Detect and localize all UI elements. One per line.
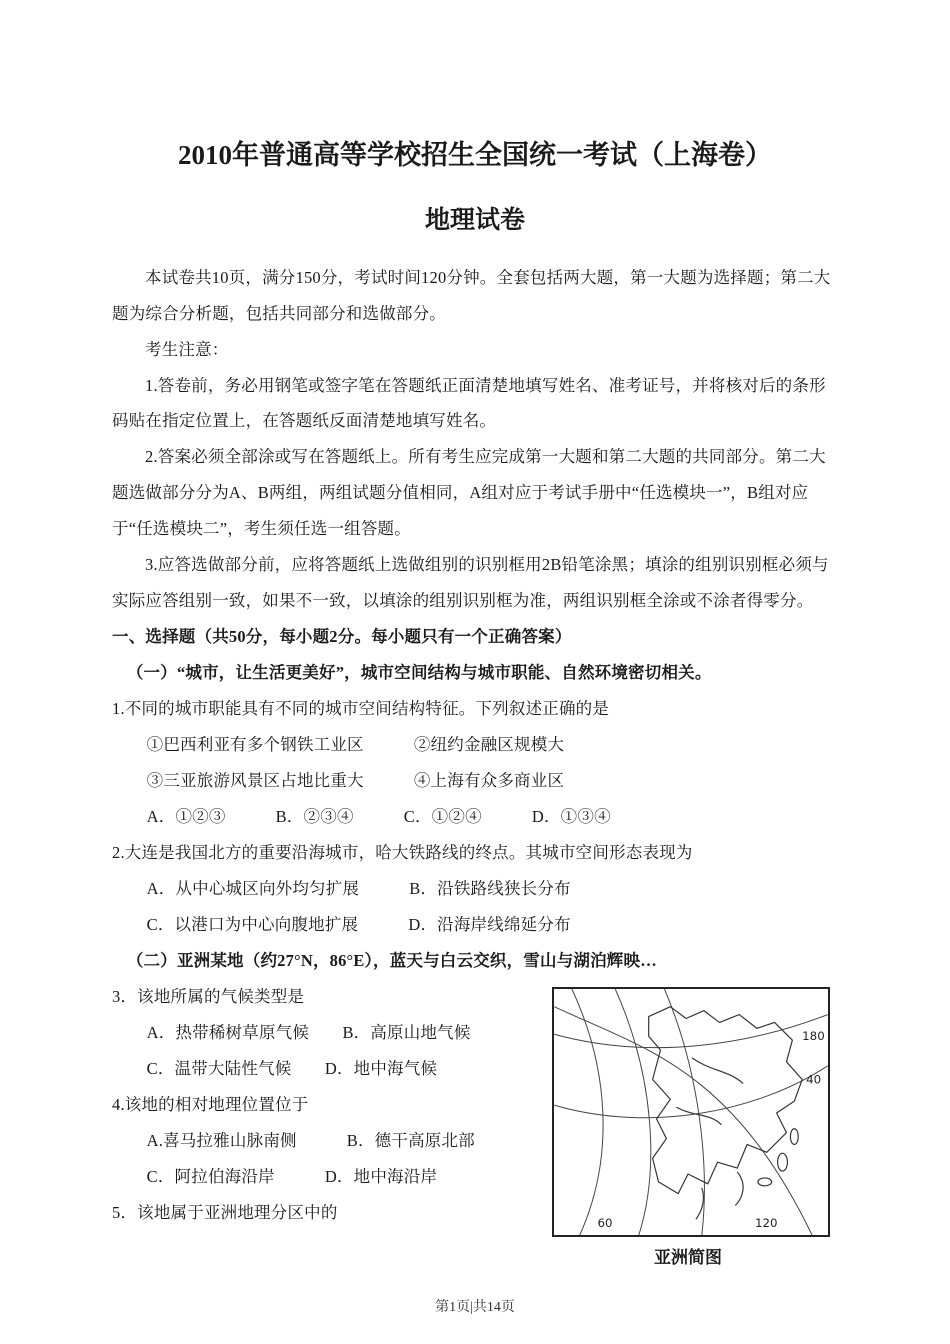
- question-1-answers: A．①②③ B．②③④ C．①②④ D．①③④: [146, 807, 611, 827]
- question-2-options-line2: C．以港口为中心向腹地扩展 D．沿海岸线绵延分布: [146, 915, 571, 935]
- question-1-options-line1: ①巴西利亚有多个钢铁工业区 ②纽约金融区规模大: [146, 735, 565, 755]
- exam-title: 2010年普通高等学校招生全国统一考试（上海卷）: [178, 140, 772, 170]
- map-caption: 亚洲简图: [654, 1247, 722, 1267]
- question-1-options-line2: ③三亚旅游风景区占地比重大 ④上海有众多商业区: [146, 771, 565, 791]
- group-1-header: （一）“城市，让生活更美好”，城市空间结构与城市职能、自然环境密切相关。: [126, 663, 712, 683]
- question-3: 3．该地所属的气候类型是: [112, 986, 305, 1006]
- asia-map-sketch: [554, 989, 828, 1235]
- map-label-60: 60: [597, 1216, 613, 1231]
- question-2: 2.大连是我国北方的重要沿海城市，哈大铁路线的终点。其城市空间形态表现为: [112, 843, 693, 863]
- page-footer: 第1页|共14页: [435, 1300, 515, 1315]
- group-2-header: （二）亚洲某地（约27°N，86°E），蓝天与白云交织，雪山与湖泊辉映…: [126, 951, 657, 970]
- notice-2: 2.答案必须全部涂或写在答题纸上。所有考生应完成第一大题和第二大题的共同部分。第二大题选做部分分为A、B两组，两组试题分值相同，A组对应于考试手册中“任选模块一”，B组对应于“任选模块二”，考生须任选一组答题。: [112, 447, 826, 539]
- notice-3: 3.应答选做部分前，应将答题纸上选做组别的识别框用2B铅笔涂黑；填涂的组别识别框必须与实际应答组别一致，如果不一致，以填涂的组别识别框为准，两组识别框全涂或不涂者得零分。: [112, 555, 829, 611]
- question-3-options-line1: A．热带稀树草原气候 B．高原山地气候: [146, 1022, 471, 1042]
- notice-1: 1.答卷前，务必用钢笔或签字笔在答题纸正面清楚地填写姓名、准考证号，并将核对后的条形码贴在指定位置上，在答题纸反面清楚地填写姓名。: [112, 375, 826, 431]
- map-figure: [546, 987, 838, 1268]
- question-2-options-line1: A．从中心城区向外均匀扩展 B．沿铁路线狭长分布: [146, 879, 571, 899]
- section-1-header: 一、选择题（共50分，每小题2分。每小题只有一个正确答案）: [112, 627, 572, 647]
- questions-column: [112, 979, 546, 1231]
- question-1: 1.不同的城市职能具有不同的城市空间结构特征。下列叙述正确的是: [112, 699, 610, 719]
- question-4-options-line1: A.喜马拉雅山脉南侧 B．德干高原北部: [146, 1130, 475, 1150]
- intro-paragraph: 本试卷共10页，满分150分，考试时间120分钟。全套包括两大题，第一大题为选择题；第二大题为综合分析题，包括共同部分和选做部分。: [112, 267, 831, 323]
- map-label-40: 40: [806, 1072, 822, 1087]
- questions-with-map-section: [112, 979, 838, 1268]
- question-4-options-line2: C．阿拉伯海沿岸 D．地中海沿岸: [146, 1166, 438, 1186]
- asia-map-image: [552, 987, 830, 1237]
- map-label-120: 120: [754, 1216, 778, 1231]
- exam-subtitle: 地理试卷: [424, 207, 525, 235]
- notice-header: 考生注意：: [145, 339, 229, 359]
- map-label-180: 180: [802, 1029, 825, 1044]
- question-4: 4.该地的相对地理位置位于: [112, 1094, 309, 1114]
- question-5: 5．该地属于亚洲地理分区中的: [112, 1202, 338, 1222]
- question-3-options-line2: C．温带大陆性气候 D．地中海气候: [146, 1058, 438, 1078]
